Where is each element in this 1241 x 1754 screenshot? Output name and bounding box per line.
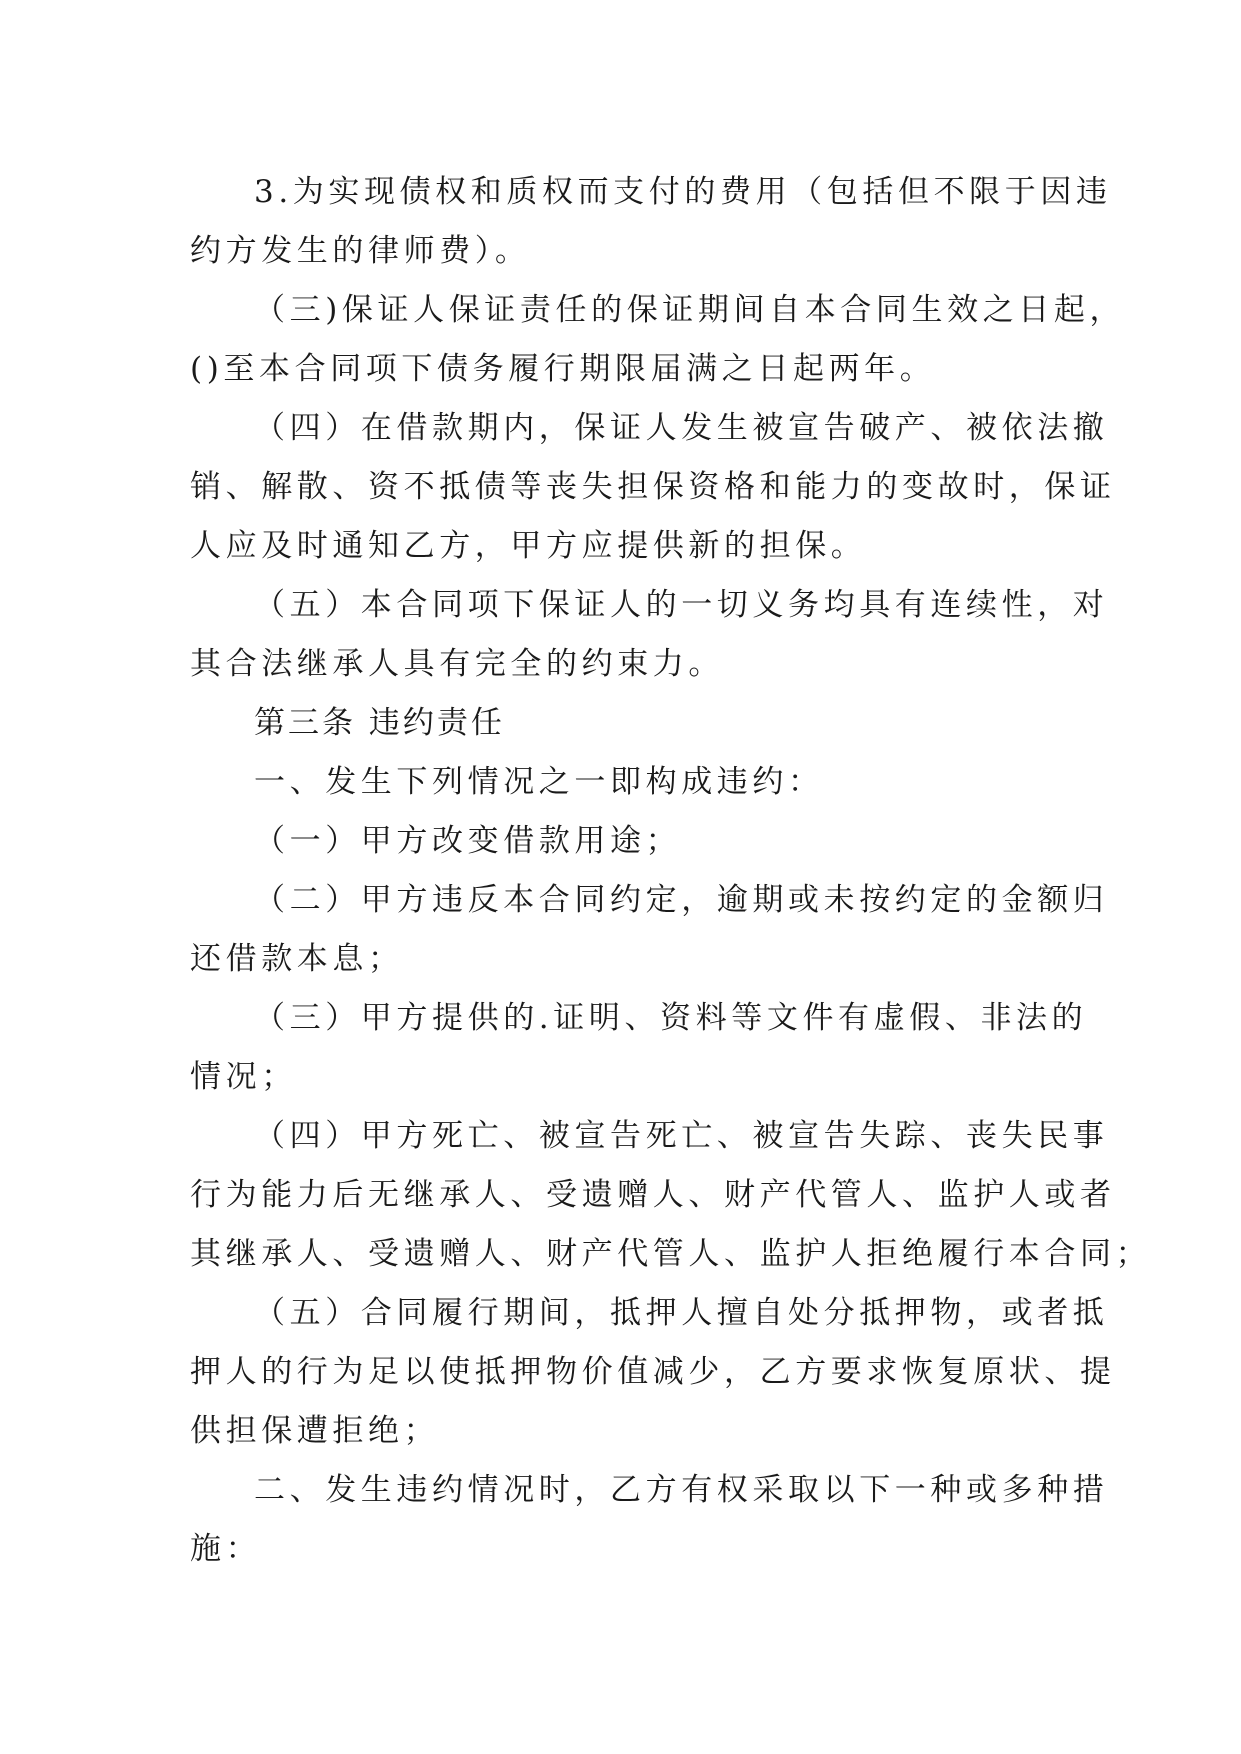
body-line: 行为能力后无继承人、受遗赠人、财产代管人、监护人或者 xyxy=(190,1177,1116,1213)
body-line: 施： xyxy=(190,1531,262,1567)
body-line: 销、解散、资不抵债等丧失担保资格和能力的变故时，保证 xyxy=(190,469,1116,505)
body-line: （三）甲方提供的.证明、资料等文件有虚假、非法的 xyxy=(254,1000,1088,1036)
document-body xyxy=(190,163,1152,1579)
body-line: （五）合同履行期间，抵押人擅自处分抵押物，或者抵 xyxy=(254,1295,1109,1331)
body-line: （四）在借款期内，保证人发生被宣告破产、被依法撤 xyxy=(254,410,1109,446)
body-line: 供担保遭拒绝； xyxy=(190,1413,440,1449)
body-line: （一）甲方改变借款用途； xyxy=(254,823,682,859)
body-line: ()至本合同项下债务履行期限届满之日起两年。 xyxy=(190,351,936,387)
body-line: （四）甲方死亡、被宣告死亡、被宣告失踪、丧失民事 xyxy=(254,1118,1109,1154)
body-line: 一、发生下列情况之一即构成违约： xyxy=(254,764,824,800)
body-line: 押人的行为足以使抵押物价值减少，乙方要求恢复原状、提 xyxy=(190,1354,1116,1390)
body-line: （二）甲方违反本合同约定，逾期或未按约定的金额归 xyxy=(254,882,1109,918)
body-line: 情况； xyxy=(190,1059,297,1095)
body-line: 其合法继承人具有完全的约束力。 xyxy=(190,646,724,682)
body-line: 约方发生的律师费）。 xyxy=(190,233,531,269)
body-line: 其继承人、受遗赠人、财产代管人、监护人拒绝履行本合同； xyxy=(190,1236,1152,1272)
body-line: （三)保证人保证责任的保证期间自本合同生效之日起， xyxy=(254,292,1126,328)
section-heading: 第三条 违约责任 xyxy=(254,705,505,741)
body-line: 还借款本息； xyxy=(190,941,404,977)
body-line: 二、发生违约情况时，乙方有权采取以下一种或多种措 xyxy=(254,1472,1109,1508)
body-line: 3.为实现债权和质权而支付的费用（包括但不限于因违 xyxy=(254,174,1112,210)
body-line: （五）本合同项下保证人的一切义务均具有连续性，对 xyxy=(254,587,1109,623)
body-line: 人应及时通知乙方，甲方应提供新的担保。 xyxy=(190,528,867,564)
